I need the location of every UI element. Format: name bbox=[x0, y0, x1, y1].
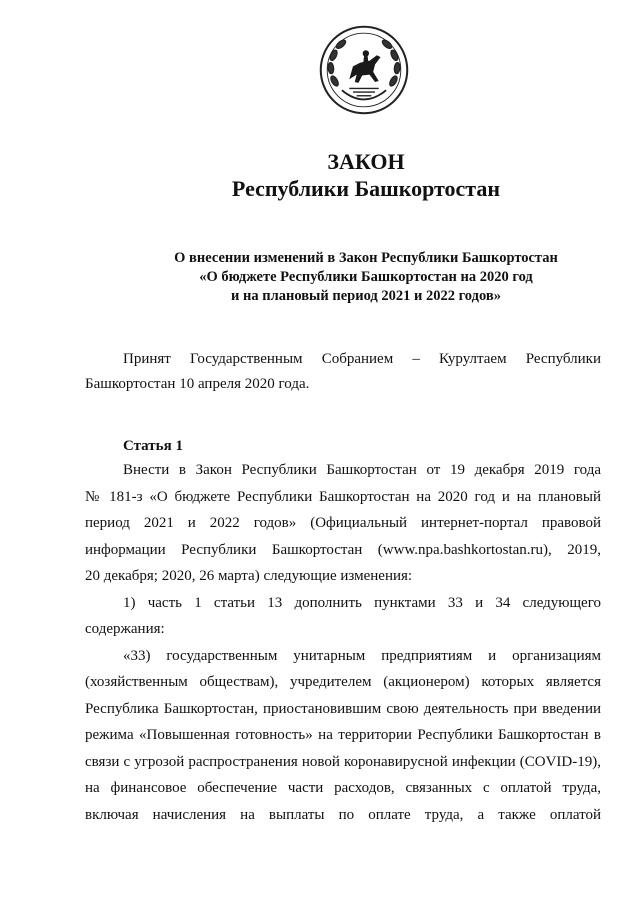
adoption-line: Башкортостан 10 апреля 2020 года. bbox=[85, 376, 310, 392]
body-line: период 2021 и 2022 годов» (Официальный интернет-портал правовой bbox=[85, 515, 601, 531]
body-line: режима «Повышенная готовность» на территории Республики Башкортостан в bbox=[85, 727, 601, 743]
document-subtitle: Республики Башкортостан bbox=[231, 176, 501, 201]
adoption-note bbox=[85, 347, 601, 397]
body-line: содержания: bbox=[85, 621, 165, 637]
body-line: № 181-з «О бюджете Республики Башкортостан на 2020 год и на плановый bbox=[85, 488, 601, 505]
document-title: ЗАКОН bbox=[327, 149, 405, 174]
body-line: Республика Башкортостан, приостановившим свою деятельность при введении bbox=[85, 700, 601, 717]
adoption-line: Принят Государственным Собранием – Курултаем Республики bbox=[123, 351, 601, 367]
body-line: 20 декабря; 2020, 26 марта) следующие изменения: bbox=[85, 568, 413, 584]
body-line: Внести в Закон Республики Башкортостан от 19 декабря 2019 года bbox=[123, 462, 601, 478]
body-line: «33) государственным унитарным предприятиям и организациям bbox=[123, 647, 601, 664]
subject-line: «О бюджете Республики Башкортостан на 2020 год bbox=[199, 269, 533, 285]
subject-line: и на плановый период 2021 и 2022 годов» bbox=[231, 288, 501, 304]
body-line: информации Республики Башкортостан (www.npa.bashkortostan.ru), 2019, bbox=[85, 541, 601, 558]
article-body bbox=[85, 457, 601, 828]
body-line: связи с угрозой распространения новой коронавирусной инфекции (COVID-19), bbox=[85, 753, 601, 770]
body-line: 1) часть 1 статьи 13 дополнить пунктами 33 и 34 следующего bbox=[123, 594, 601, 611]
article-heading: Статья 1 bbox=[123, 438, 183, 454]
body-line: на финансовое обеспечение части расходов, связанных с оплатой труда, bbox=[85, 780, 601, 796]
coat-of-arms-icon bbox=[318, 24, 410, 116]
body-line: включая начисления на выплаты по оплате труда, а также оплатой bbox=[85, 806, 601, 823]
body-line: (хозяйственным обществам), учредителем (акционером) которых является bbox=[85, 674, 601, 690]
subject-line: О внесении изменений в Закон Республики Башкортостан bbox=[174, 250, 558, 266]
law-subject bbox=[0, 249, 640, 306]
